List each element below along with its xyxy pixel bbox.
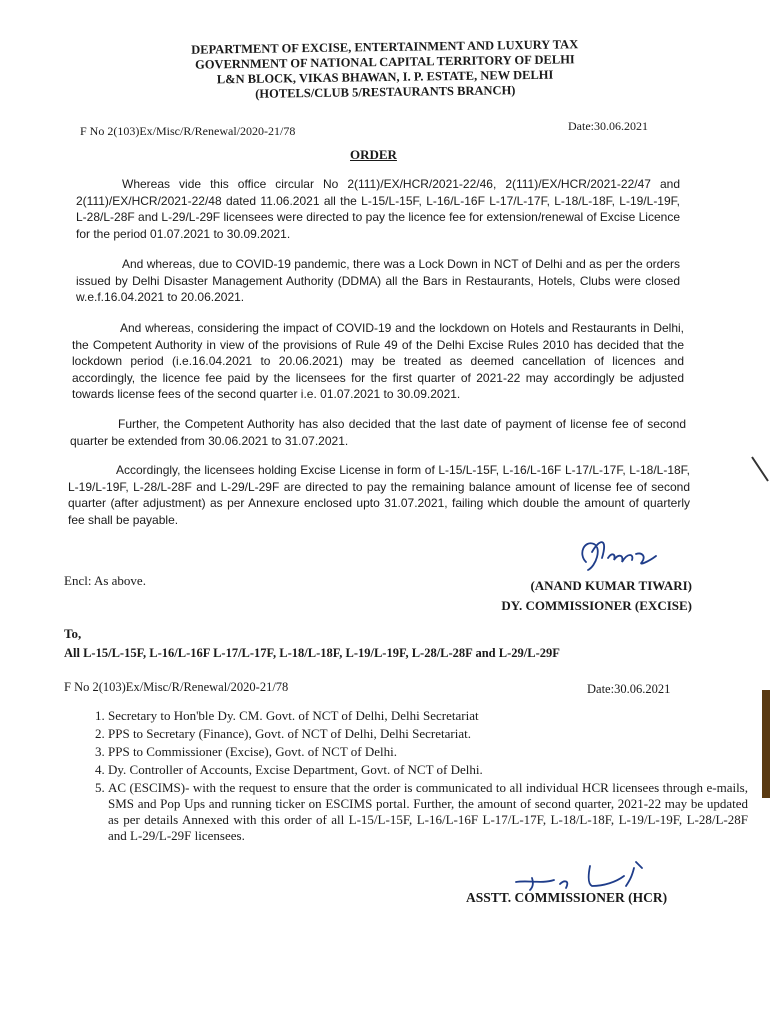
signature-image [572, 532, 662, 580]
file-number-copy: F No 2(103)Ex/Misc/R/Renewal/2020-21/78 [64, 680, 289, 694]
copy-list [70, 708, 748, 846]
signature-image [508, 858, 658, 894]
order-date: Date:30.06.2021 [568, 119, 648, 133]
paragraph-5: Accordingly, the licensees holding Excise License in form of L-15/L-15F, L-16/L-16F L-17/L-17F, L-18/L-18F, L-19/L-19F, L-28/L-28F and L-29/L-29F are directed to pay the remaining balance amount of license fee of second quarter (after adjustment) as per Annexure enclosed upto 31.07.2021, failing which double the amount of quarterly fee shall be payable. [68, 463, 690, 527]
copy-item: 2. PPS to Secretary (Finance), Govt. of NCT of Delhi, Delhi Secretariat. [108, 726, 748, 742]
date-copy: Date:30.06.2021 [587, 682, 671, 696]
paragraph-1: Whereas vide this office circular No 2(111)/EX/HCR/2021-22/46, 2(111)/EX/HCR/2021-22/47 and 2(111)/EX/HCR/2021-22/48 dated 11.06.2021 all the L-15/L-15F, L-16/L-16F L-17/L-17F, L-18/L-18F, L-19/L-19F, L-28/L-28F and L-29/L-29F licensees were directed to pay the licence fee for extension/renewal of Excise Licence for the period 01.07.2021 to 30.09.2021. [76, 177, 680, 241]
to-label: To, [64, 626, 82, 641]
signatory-2-designation: ASSTT. COMMISSIONER (HCR) [466, 890, 668, 905]
copy-item: 4. Dy. Controller of Accounts, Excise Department, Govt. of NCT of Delhi. [108, 762, 748, 778]
signatory-1-designation: DY. COMMISSIONER (EXCISE) [501, 598, 692, 613]
scan-edge [762, 690, 770, 798]
enclosure-note: Encl: As above. [64, 573, 146, 588]
signatory-1 [440, 576, 692, 616]
file-number: F No 2(103)Ex/Misc/R/Renewal/2020-21/78 [80, 124, 296, 138]
scan-mark [750, 455, 770, 485]
paragraph-3: And whereas, considering the impact of COVID-19 and the lockdown on Hotels and Restaurants in Delhi, the Competent Authority in view of the provisions of Rule 49 of the Delhi Excise Rules 2010 has decided that the lockdown period (i.e.16.04.2021 to 20.06.2021) may be treated as deemed cancellation of licences and accordingly, the licence fee paid by the licensees for the first quarter of 2021-22 may accordingly be adjusted towards license fees of the second quarter i.e. 01.07.2021 to 30.09.2021. [72, 321, 684, 401]
copy-item: 1. Secretary to Hon'ble Dy. CM. Govt. of NCT of Delhi, Delhi Secretariat [108, 708, 748, 724]
signatory-1-name: (ANAND KUMAR TIWARI) [530, 578, 692, 593]
copy-item: 5. AC (ESCIMS)- with the request to ensure that the order is communicated to all individual HCR licensees through e-mails, SMS and Pop Ups and running ticker on ESCIMS portal. Further, the amount of second quarter, 2021-22 may be updated as per details Annexed with this order of all L-15/L-15F, L-16/L-16F L-17/L-17F, L-18/L-18F, L-19/L-19F, L-28/L-28F and L-29/L-29F licensees. [108, 780, 748, 844]
letterhead-line-2: GOVERNMENT OF NATIONAL CAPITAL TERRITORY OF DELHI [194, 52, 575, 72]
addressees: All L-15/L-15F, L-16/L-16F L-17/L-17F, L-18/L-18F, L-19/L-19F, L-28/L-28F and L-29/L-29F [64, 646, 560, 660]
letterhead [130, 36, 641, 103]
copy-item: 3. PPS to Commissioner (Excise), Govt. of NCT of Delhi. [108, 744, 748, 760]
paragraph-4: Further, the Competent Authority has also decided that the last date of payment of license fee of second quarter be extended from 30.06.2021 to 31.07.2021. [70, 417, 686, 448]
letterhead-line-1: DEPARTMENT OF EXCISE, ENTERTAINMENT AND LUXURY TAX [191, 37, 579, 57]
paragraph-2: And whereas, due to COVID-19 pandemic, there was a Lock Down in NCT of Delhi and as per the orders issued by Delhi Disaster Management Authority (DDMA) all the Bars in Restaurants, Hotels, Clubs were closed w.e.f.16.04.2021 to 20.06.2021. [76, 257, 680, 304]
letterhead-line-4: (HOTELS/CLUB 5/RESTAURANTS BRANCH) [255, 83, 516, 101]
order-title: ORDER [350, 147, 397, 162]
letterhead-line-3: L&N BLOCK, VIKAS BHAWAN, I. P. ESTATE, NEW DELHI [216, 67, 554, 87]
